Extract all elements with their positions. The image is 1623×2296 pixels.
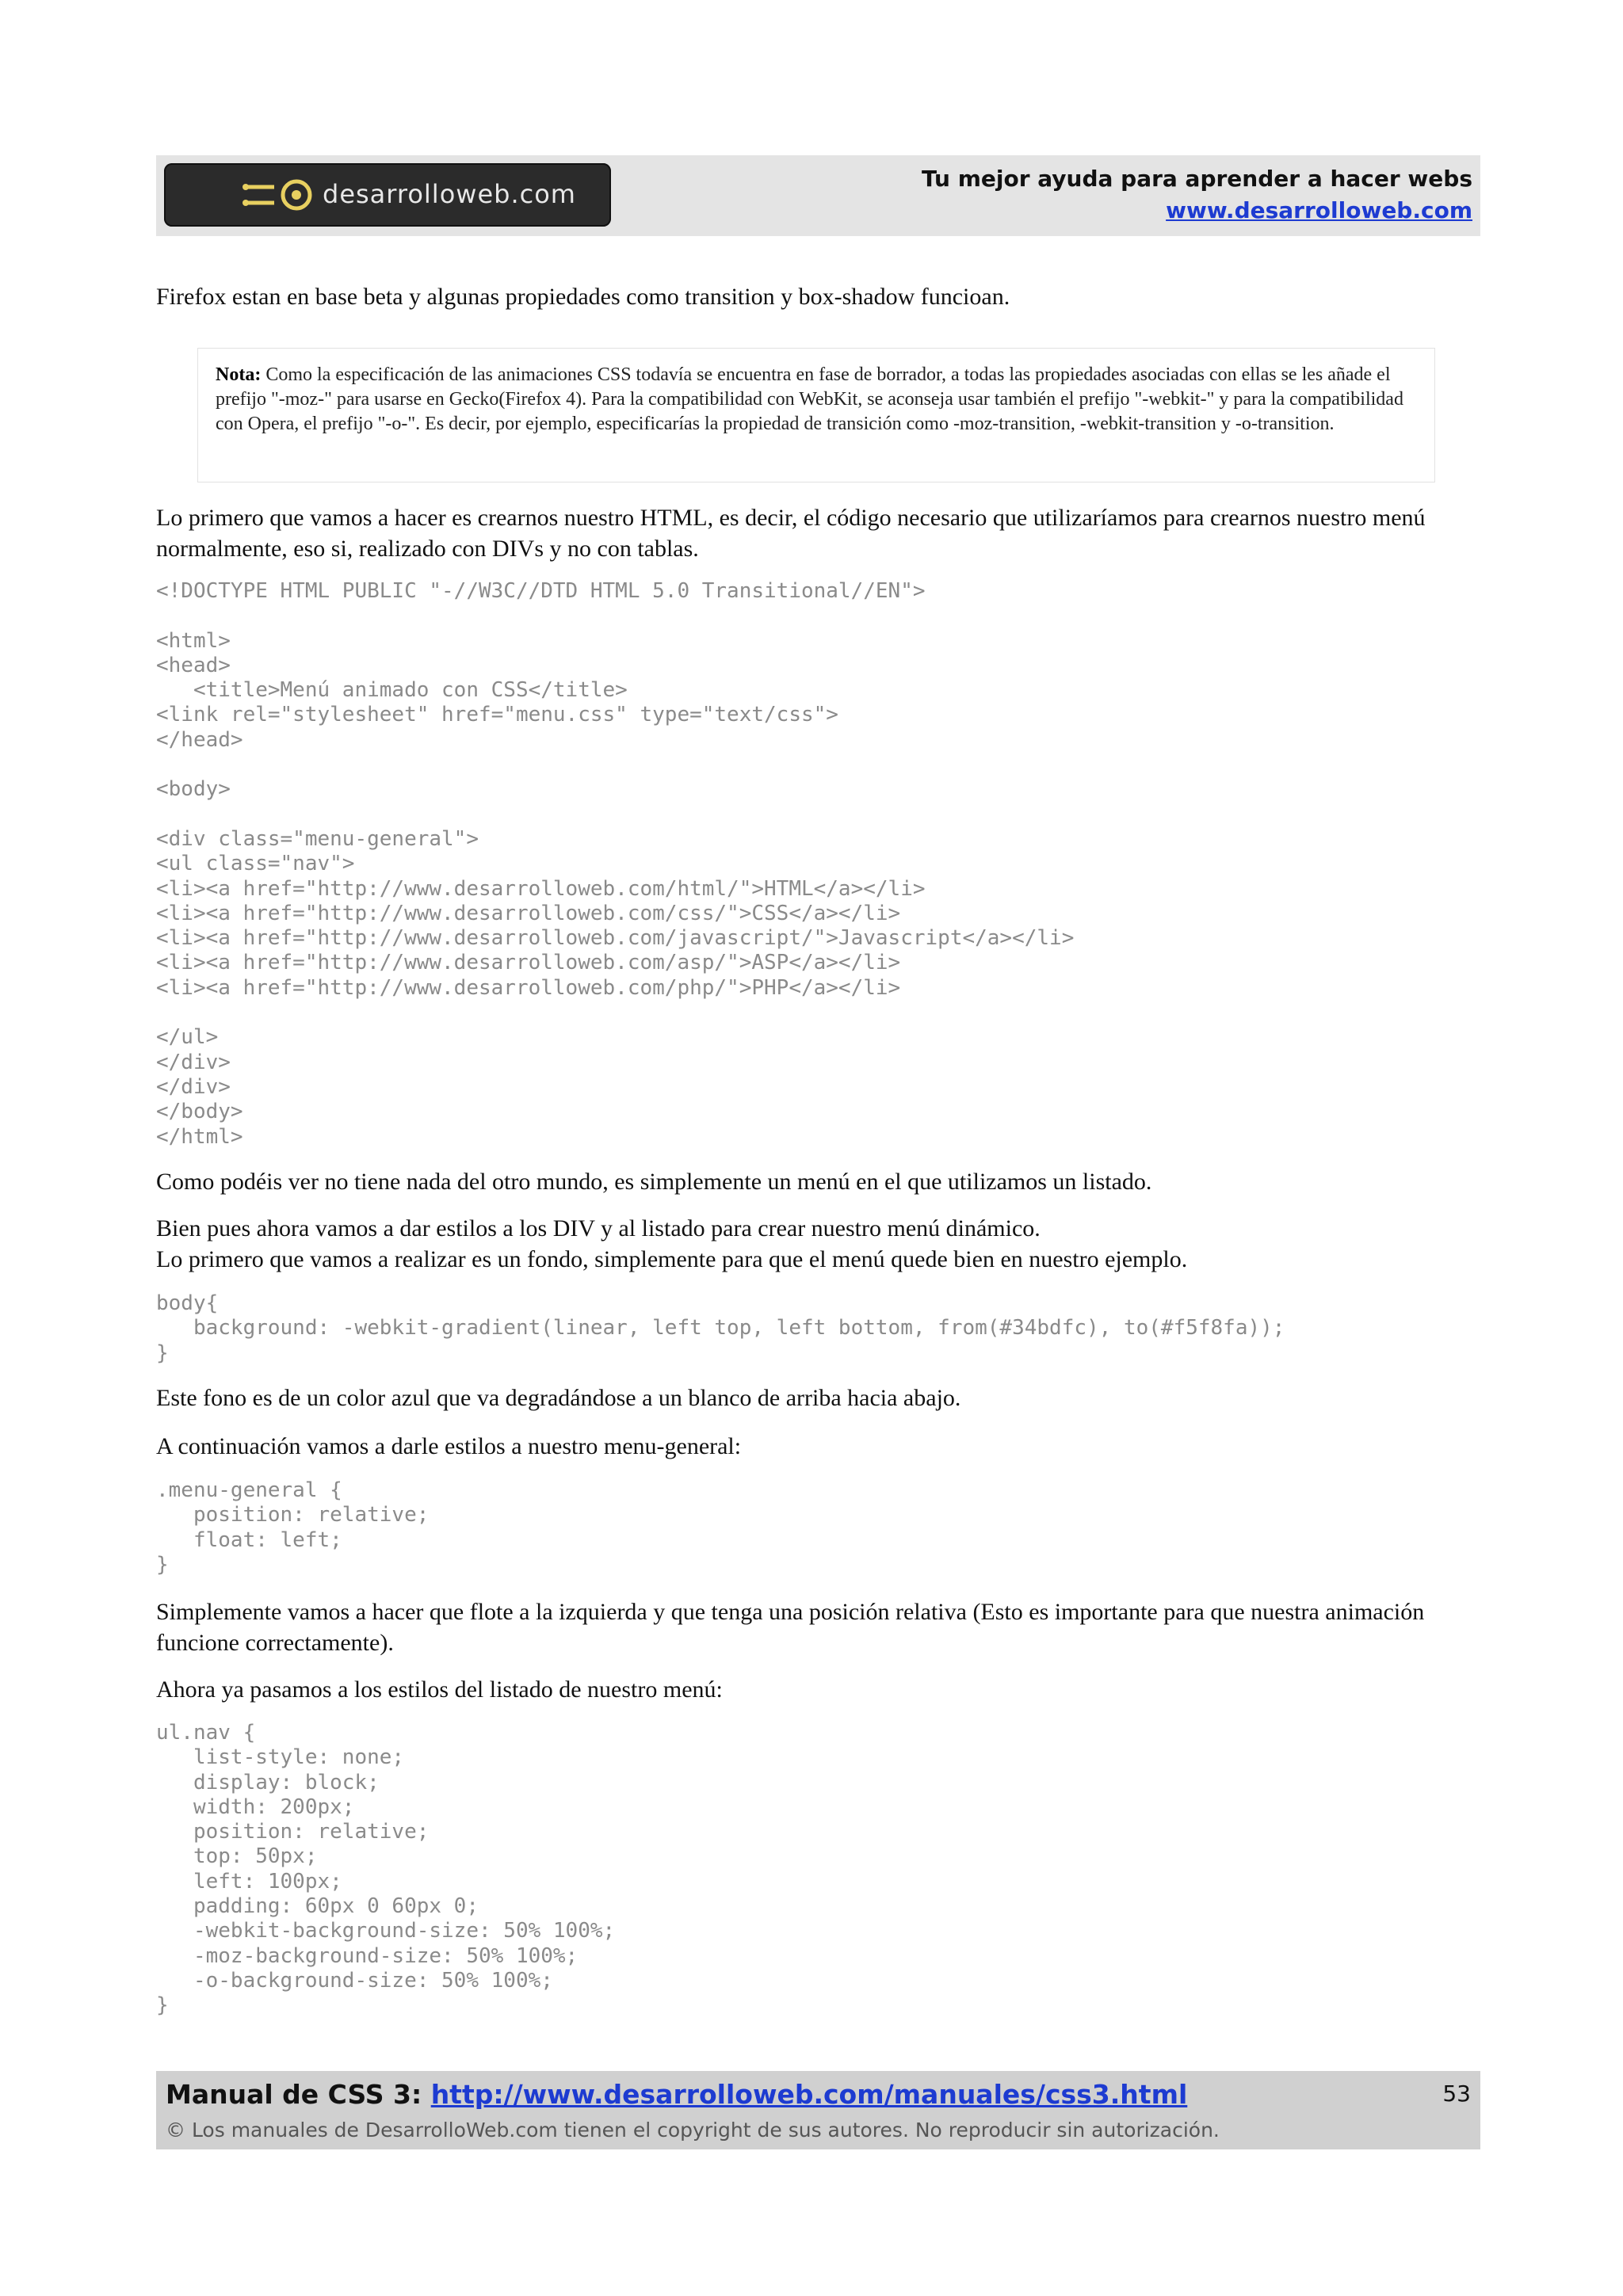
footer-copyright: © Los manuales de DesarrolloWeb.com tienen el copyright de sus autores. No reproducir sin autorización.: [166, 2119, 1220, 2142]
header-tagline: Tu mejor ayuda para aprender a hacer webs: [922, 166, 1472, 192]
note-box: [197, 348, 1435, 482]
footer-title: [166, 2079, 1187, 2110]
page-number: 53: [1442, 2081, 1471, 2107]
header-tagline-block: [922, 163, 1472, 227]
note-label: Nota:: [216, 364, 262, 385]
code-block-html: <!DOCTYPE HTML PUBLIC "-//W3C//DTD HTML 5.0 Transitional//EN"> <html> <head> <title>Menú animado con CSS</title> <link rel="stylesheet" href="menu.css" type="text/css"> </head> <body> <div class="menu-general"> <ul class="nav"> <li><a href="http://www.desarrolloweb.com/html/">HTML</a></li> <li><a href="http://www.desarrolloweb.com/css/">CSS</a></li> <li><a href="http://www.desarrolloweb.com/javascript/">Javascript</a></li> <li><a href="http://www.desarrolloweb.com/asp/">ASP</a></li> <li><a href="http://www.desarrolloweb.com/php/">PHP</a></li> </ul> </div> </div> </body> </html>: [156, 579, 1075, 1149]
note-text: Como la especificación de las animaciones CSS todavía se encuentra en fase de borrador, a todas las propiedades asociadas con ellas se les añade el prefijo "-moz-" para usarse en Gecko(Firefox 4). Para la compatibilidad con WebKit, se aconseja usar también el prefijo "-webkit-" y para la compatibilidad con Opera, el prefijo "-o-". Es decir, por ejemplo, especificarías la propiedad de transición como -moz-transition, -webkit-transition y -o-transition.: [216, 364, 1403, 434]
footer-manual-label: Manual de CSS 3:: [166, 2079, 422, 2110]
paragraph-styles-intro-line1: Bien pues ahora vamos a dar estilos a los DIV y al listado para crear nuestro menú dinámico.: [156, 1215, 1041, 1241]
code-block-menu-general: .menu-general { position: relative; float: left; }: [156, 1478, 430, 1577]
page-footer: [156, 2071, 1480, 2149]
code-block-ul-nav: ul.nav { list-style: none; display: block; width: 200px; position: relative; top: 50px; left: 100px; padding: 60px 0 60px 0; -webkit-background-size: 50% 100%; -moz-background-size: 50% 100%; -o-background-size: 50% 100%; }: [156, 1721, 616, 2018]
note-text-block: [216, 363, 1420, 437]
paragraph-menu-general: A continuación vamos a darle estilos a nuestro menu-general:: [156, 1433, 742, 1459]
logo-icon: [239, 177, 319, 212]
page-header: [156, 155, 1480, 236]
paragraph-html-intro: Lo primero que vamos a hacer es crearnos nuestro HTML, es decir, el código necesario que utilizaríamos para crearnos nuestro menú normalmente, eso si, realizado con DIVs y no con tablas.: [156, 505, 1426, 562]
site-logo[interactable]: [164, 163, 611, 227]
paragraph-firefox: Firefox estan en base beta y algunas propiedades como transition y box-shadow funcioan.: [156, 284, 1010, 310]
footer-manual-link[interactable]: http://www.desarrolloweb.com/manuales/css3.html: [430, 2079, 1188, 2110]
header-site-link[interactable]: www.desarrolloweb.com: [1166, 197, 1472, 223]
paragraph-gradient-explain: Este fono es de un color azul que va degradándose a un blanco de arriba hacia abajo.: [156, 1385, 961, 1411]
paragraph-float-explain: Simplemente vamos a hacer que flote a la izquierda y que tenga una posición relativa (Esto es importante para que nuestra animación funcione correctamente).: [156, 1599, 1425, 1656]
paragraph-menu-explain: Como podéis ver no tiene nada del otro mundo, es simplemente un menú en el que utilizamos un listado.: [156, 1169, 1152, 1195]
logo-text: desarrolloweb.com: [323, 179, 576, 209]
code-block-body: body{ background: -webkit-gradient(linear, left top, left bottom, from(#34bdfc), to(#f5f8fa)); }: [156, 1291, 1285, 1365]
paragraph-styles-intro-line2: Lo primero que vamos a realizar es un fondo, simplemente para que el menú quede bien en nuestro ejemplo.: [156, 1246, 1188, 1272]
paragraph-styles-intro: [156, 1213, 1487, 1275]
paragraph-listado: Ahora ya pasamos a los estilos del listado de nuestro menú:: [156, 1676, 723, 1703]
